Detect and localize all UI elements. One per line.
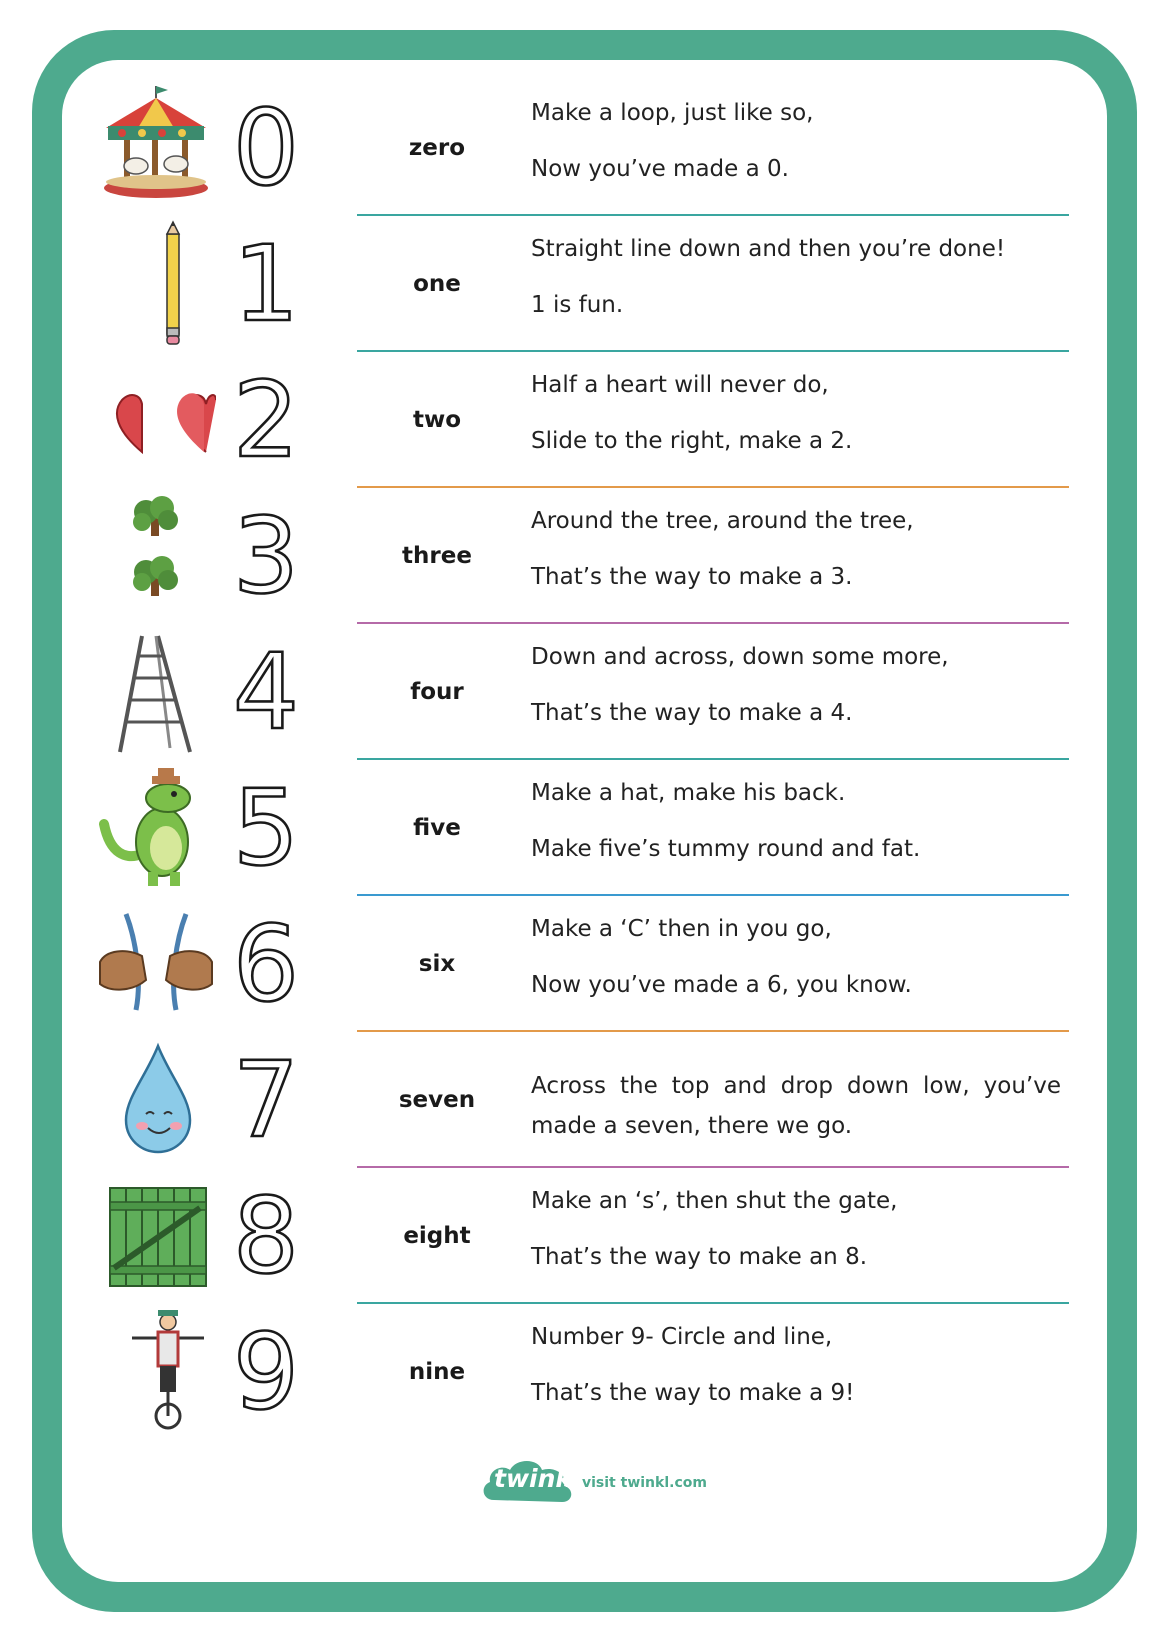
rhyme-text: Across the top and drop down low, you’ve made a seven, there we go. [531, 1073, 1061, 1139]
number-word: one [413, 271, 461, 297]
number-word: seven [398, 1087, 476, 1113]
numeral: 8 [232, 1175, 300, 1297]
logo-wordmark: twinkl [494, 1464, 581, 1493]
ladder-icon [96, 628, 216, 756]
number-row-7 [0, 1032, 1170, 1168]
number-word: five [413, 815, 461, 841]
rhyme-line-2: Now you’ve made a 0. [531, 156, 789, 182]
numeral: 0 [232, 87, 300, 209]
crocodile-icon [96, 764, 216, 892]
numeral: 9 [232, 1311, 300, 1433]
number-row-9 [0, 1304, 1170, 1440]
number-row-3 [0, 488, 1170, 624]
rhyme-line-2: That’s the way to make a 3. [531, 564, 853, 590]
raindrop-icon [96, 1036, 216, 1164]
tree-icon [96, 492, 216, 620]
carousel-icon [96, 84, 216, 212]
number-word: zero [408, 135, 466, 161]
pencil-icon [96, 220, 216, 348]
numeral: 7 [232, 1039, 300, 1161]
rhyme-line-1: Straight line down and then you’re done! [531, 236, 1006, 262]
number-row-2 [0, 352, 1170, 488]
number-row-6 [0, 896, 1170, 1032]
numeral: 6 [232, 903, 300, 1025]
numeral: 5 [232, 767, 300, 889]
heart-icon [96, 356, 216, 484]
number-word: two [412, 407, 462, 433]
rhyme-line-2: That’s the way to make a 9! [531, 1380, 855, 1406]
numeral: 2 [232, 359, 300, 481]
gate-icon [96, 1172, 216, 1300]
rhyme-line-1: Half a heart will never do, [531, 372, 829, 398]
rhyme-line-2: Make five’s tummy round and fat. [531, 836, 921, 862]
number-row-4 [0, 624, 1170, 760]
rhyme-line-2: That’s the way to make a 4. [531, 700, 853, 726]
numeral: 3 [232, 495, 300, 617]
rhyme-line-1: Make a ‘C’ then in you go, [531, 916, 832, 942]
numeral: 4 [232, 631, 300, 753]
number-word: four [410, 679, 464, 705]
rhyme-line-1: Down and across, down some more, [531, 644, 949, 670]
rhyme-line-1: Make a hat, make his back. [531, 780, 846, 806]
rhyme-line-1: Make an ‘s’, then shut the gate, [531, 1188, 898, 1214]
number-row-1 [0, 216, 1170, 352]
rhyme-line-1: Number 9- Circle and line, [531, 1324, 833, 1350]
number-row-5 [0, 760, 1170, 896]
number-word: eight [403, 1223, 471, 1249]
rhyme-line-2: That’s the way to make an 8. [531, 1244, 868, 1270]
number-word: six [418, 951, 456, 977]
numeral: 1 [232, 223, 300, 345]
shoelace-icon [96, 900, 216, 1028]
rhyme-line-2: Slide to the right, make a 2. [531, 428, 853, 454]
number-row-8 [0, 1168, 1170, 1304]
rhyme-line-1: Make a loop, just like so, [531, 100, 814, 126]
number-word: nine [408, 1359, 466, 1385]
number-row-0 [0, 80, 1170, 216]
number-word: three [402, 543, 472, 569]
unicyclist-icon [96, 1308, 216, 1436]
footer-link[interactable]: visit twinkl.com [582, 1475, 707, 1491]
rhyme-line-2: 1 is fun. [531, 292, 624, 318]
rhyme-line-2: Now you’ve made a 6, you know. [531, 972, 912, 998]
rhyme-line-1: Around the tree, around the tree, [531, 508, 914, 534]
